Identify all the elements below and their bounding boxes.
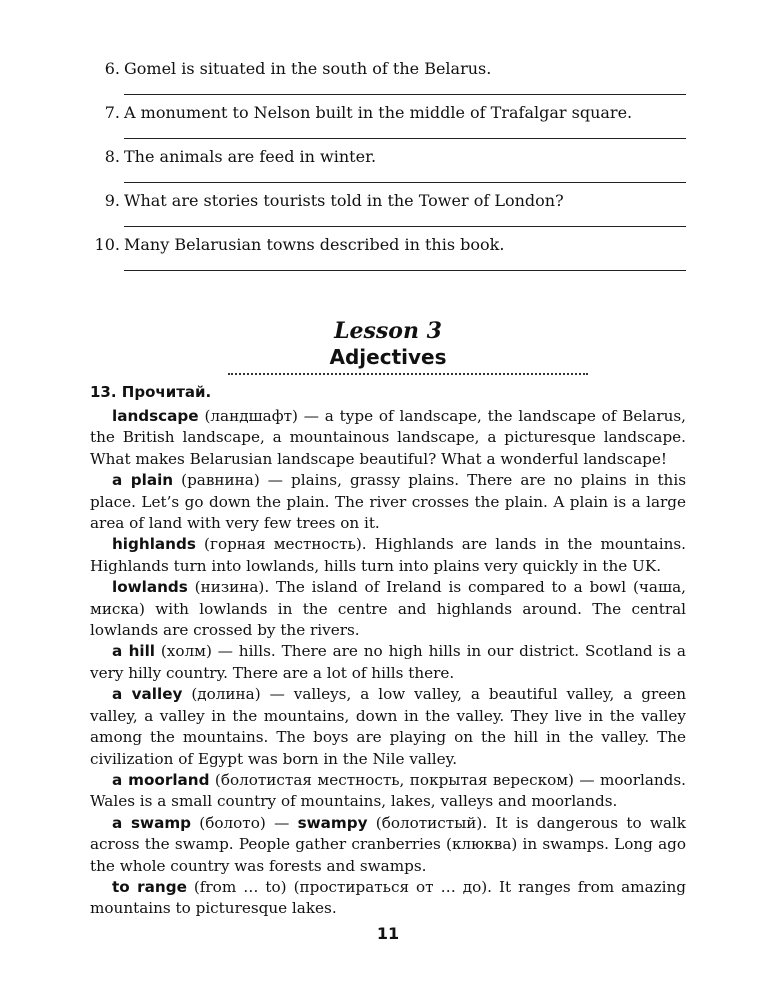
vocab-definition: (горная местность). Highlands are lands in the mountains. Highlands turn into lowlands, hills turn into plains very quickly in the UK.	[90, 535, 686, 575]
answer-line	[124, 226, 686, 227]
exercise-sentence: What are stories tourists told in the Tower of London?	[124, 191, 564, 210]
exercise-item	[0, 147, 776, 191]
vocab-definition: (from … to) (простираться от … до). It ranges from amazing mountains to picturesque lakes.	[90, 877, 686, 918]
exercise-sentence: Gomel is situated in the south of the Belarus.	[124, 59, 492, 78]
vocab-definition: (холм) — hills. There are no high hills in our district. Scotland is a very hilly country. There are a lot of hills there.	[90, 642, 686, 682]
answer-line	[124, 270, 686, 271]
vocab-entry	[90, 813, 686, 877]
vocab-term: a plain	[112, 471, 174, 490]
exercise-sentence: Many Belarusian towns described in this book.	[124, 235, 505, 254]
vocab-term: highlands	[112, 535, 196, 554]
vocab-definition: (долина) — valleys, a low valley, a beautiful valley, a green valley, a valley in the mountains, down in the valley. They live in the valley among the mountains. The boys are playing on the hill in the valley. The civilization of Egypt was born in the Nile valley.	[90, 685, 686, 768]
vocab-entry	[90, 877, 686, 920]
vocab-entry	[90, 684, 686, 770]
vocab-entry	[90, 770, 686, 813]
exercise-number: 6.	[104, 59, 120, 78]
vocabulary-text	[90, 406, 686, 920]
exercise-item	[0, 59, 776, 103]
answer-line	[124, 138, 686, 139]
dotted-divider	[228, 373, 588, 375]
vocab-term: landscape	[112, 407, 199, 425]
answer-line	[124, 94, 686, 95]
exercise-item	[0, 235, 776, 279]
page-number: 11	[376, 924, 400, 943]
exercise-item	[0, 191, 776, 235]
exercise-number: 8.	[104, 147, 120, 166]
exercise-sentence: The animals are feed in winter.	[124, 147, 377, 166]
exercise-sentence: A monument to Nelson built in the middle of Trafalgar square.	[124, 103, 633, 122]
vocab-definition: (низина). The island of Ireland is compared to a bowl (чаша, миска) with lowlands in the centre and highlands around. The central lowlands are crossed by the rivers.	[90, 578, 686, 640]
vocab-term: to range	[112, 877, 187, 896]
vocab-definition: (болотистая местность, покрытая вереском) — moorlands. Wales is a small country of mountains, lakes, valleys and moorlands.	[90, 770, 686, 811]
vocab-definition: (равнина) — plains, grassy plains. There are no plains in this place. Let’s go down the plain. The river crosses the plain. A plain is a large area of land with very few trees on it.	[90, 471, 686, 533]
vocab-term-secondary: swampy	[297, 813, 368, 832]
vocab-definition: (ландшафт) — a type of landscape, the landscape of Belarus, the British landscape, a mountainous landscape, a picturesque landscape. What makes Belarusian landscape beautiful? What a wonderful landscape!	[90, 407, 686, 468]
vocab-entry	[90, 406, 686, 470]
vocab-entry	[90, 534, 686, 577]
lesson-title: Lesson 3	[334, 318, 442, 344]
vocab-term: lowlands	[112, 578, 188, 597]
vocab-entry	[90, 470, 686, 534]
vocab-definition: (болото) —	[191, 813, 298, 832]
exercise-number: 7.	[104, 103, 120, 122]
answer-line	[124, 182, 686, 183]
exercise-item	[0, 103, 776, 147]
vocab-definition-secondary: (болотистый). It is dangerous to walk across the swamp. People gather cranberries (клюква) in swamps. Long ago the whole country was forests and swamps.	[90, 813, 686, 875]
vocab-term: a moorland	[112, 770, 210, 789]
exercise-number: 9.	[104, 191, 120, 210]
vocab-term: a hill	[112, 642, 155, 661]
task-heading: 13. Прочитай.	[90, 383, 212, 401]
vocab-entry	[90, 641, 686, 684]
lesson-subtitle: Adjectives	[329, 345, 447, 369]
vocab-term: a swamp	[112, 813, 192, 832]
exercise-number: 10.	[94, 235, 120, 254]
vocab-term: a valley	[112, 685, 183, 704]
vocab-entry	[90, 577, 686, 641]
